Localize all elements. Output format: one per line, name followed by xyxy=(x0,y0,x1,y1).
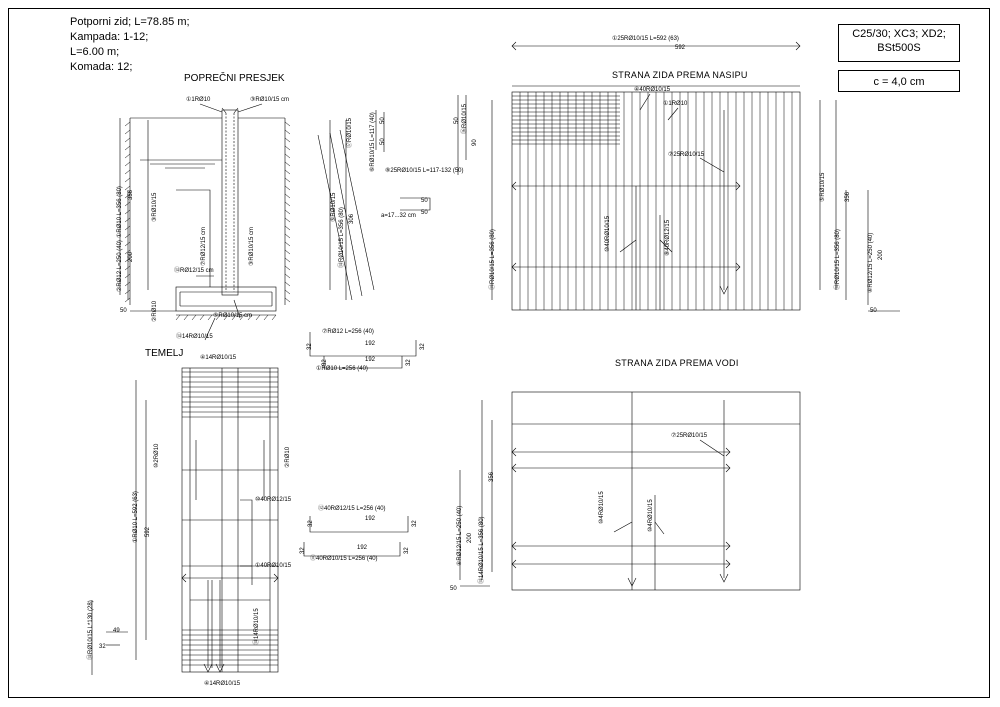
label-we-12: ④RØ12/15 L=250 (40) xyxy=(868,232,874,293)
label-cs-26: ⑯RØ10/15 xyxy=(462,103,468,134)
label-cs-2: ③RØ10/15 cm xyxy=(250,97,290,103)
label-bf-1: ⑫40RØ12/15 L=256 (40) xyxy=(318,506,386,512)
note-line-4: Komada: 12; xyxy=(70,61,133,73)
label-bf-8: 32 xyxy=(404,547,410,554)
label-bf-7: 32 xyxy=(300,547,306,554)
label-fd-9: ⑭14RØ10/15 xyxy=(254,608,260,645)
label-ww-2: ⑩4RØ10/15 xyxy=(599,491,605,524)
label-cs-12: 356 xyxy=(128,189,134,200)
label-cs-18: ⑧25RØ10/15 L=117-132 (50) xyxy=(385,168,464,174)
label-bs-1: ⑦RØ12 L=256 (40) xyxy=(322,329,374,335)
label-cs-16: ⑥RØ10/15 L=117 (40) xyxy=(370,112,376,172)
label-bs-8: 32 xyxy=(406,359,412,366)
label-ww-8: 50 xyxy=(450,586,457,592)
note-line-3: L=6.00 m; xyxy=(70,46,120,58)
label-bs-4: 32 xyxy=(420,343,426,350)
label-we-8: ⑭RØ10/15 L=356 (80) xyxy=(490,229,496,290)
label-bf-4: 32 xyxy=(412,520,418,527)
title-block-material xyxy=(838,24,960,62)
label-cs-21: 50 xyxy=(421,210,428,216)
label-bs-6: ①RØ10 L=256 (40) xyxy=(316,366,368,372)
material-spec: C25/30; XC3; XD2; xyxy=(852,28,946,40)
label-fd-8: 592 xyxy=(145,526,151,537)
note-line-2: Kampada: 1-12; xyxy=(70,31,149,43)
label-cs-17: a=17...32 cm xyxy=(381,213,416,219)
label-cs-6: ②RØ10 xyxy=(152,300,158,322)
label-cs-4: ⑭RØ12/15 cm xyxy=(174,268,214,274)
label-cs-3: ⑤RØ10/15 cm xyxy=(213,313,253,319)
note-line-1: Potporni zid; L=78.85 m; xyxy=(70,16,190,28)
label-fd-7: ①RØ10 L=592 (63) xyxy=(133,491,139,543)
label-cs-10: 200 xyxy=(128,251,134,262)
label-cs-5: ⑭14RØ10/15 xyxy=(176,334,213,340)
label-we-10: 356 xyxy=(845,191,851,202)
label-fd-3: ⑩2RØ10 xyxy=(154,443,160,468)
label-cs-23: 50 xyxy=(380,138,386,145)
label-cs-28: 50 xyxy=(454,117,460,124)
label-cs-24: ⑭RØ10/15 L=356 (80) xyxy=(339,207,345,268)
label-cs-14: ⑤RØ10/15 xyxy=(331,192,337,222)
label-bf-3: 32 xyxy=(308,520,314,527)
label-bs-7: 32 xyxy=(322,359,328,366)
label-cs-22: 50 xyxy=(380,117,386,124)
label-cs-20: 50 xyxy=(421,198,428,204)
label-cs-9: ②RØ12 L=250 (40) xyxy=(117,240,123,292)
label-ww-4: ⑭14RØ10/15 L=356 (80) xyxy=(479,516,485,584)
label-we-9: ⑭RØ10/15 L=356 (80) xyxy=(835,229,841,290)
label-ww-7: 200 xyxy=(467,532,473,543)
view-title-foundation: TEMELJ xyxy=(145,348,184,359)
label-we-5: ⑦25RØ10/15 xyxy=(668,152,705,158)
label-cs-13: ③RØ10/15 xyxy=(152,192,158,222)
label-we-13: 200 xyxy=(878,249,884,260)
cover-spec: c = 4,0 cm xyxy=(873,76,925,88)
label-fd-4: ②RØ10 xyxy=(285,446,291,468)
label-bf-5: 192 xyxy=(357,545,368,551)
label-cs-15: 50 xyxy=(120,308,127,314)
label-cs-8: ③RØ10/15 cm xyxy=(249,226,255,266)
label-we-14: 50 xyxy=(870,308,877,314)
title-block-cover xyxy=(838,70,960,92)
label-we-2: 592 xyxy=(675,45,686,51)
label-ww-6: ④RØ12/15 L=250 (40) xyxy=(457,505,463,566)
label-bs-5: 192 xyxy=(365,357,376,363)
label-we-11: ⑤RØ10/15 xyxy=(820,172,826,202)
label-we-6: ⑩40RØ10/15 xyxy=(605,215,611,252)
label-cs-27: 90 xyxy=(472,139,478,146)
label-fd-5: ⑩40RØ12/15 xyxy=(255,497,292,503)
label-ww-5: 356 xyxy=(489,471,495,482)
label-fd-2: ④14RØ10/15 xyxy=(204,681,241,687)
view-title-wall-embankment: STRANA ZIDA PREMA NASIPU xyxy=(612,70,748,80)
label-fd-12: 32 xyxy=(99,644,106,650)
label-bs-2: 192 xyxy=(365,341,376,347)
label-cs-25: 306 xyxy=(349,213,355,224)
label-ww-3: ⑩4RØ10/15 xyxy=(648,499,654,532)
label-fd-1: ④14RØ10/15 xyxy=(200,355,237,361)
label-we-4: ①1RØ10 xyxy=(663,101,688,107)
steel-spec: BSt500S xyxy=(877,41,921,54)
label-we-7: ⑧40RØ12/15 xyxy=(665,219,671,256)
label-cs-11: ①RØ10 L=356 (80) xyxy=(117,186,123,238)
view-title-wall-water: STRANA ZIDA PREMA VODI xyxy=(615,358,739,368)
label-fd-10: ⑭RØ10/15 L*130 (28) xyxy=(88,600,94,660)
label-we-3: ④40RØ10/15 xyxy=(634,87,671,93)
label-bf-2: 192 xyxy=(365,516,376,522)
label-fd-6: ①40RØ10/15 xyxy=(255,563,292,569)
label-ww-1: ⑦25RØ10/15 xyxy=(671,433,708,439)
view-title-cross-section: POPREČNI PRESJEK xyxy=(184,73,285,84)
label-cs-1: ①1RØ10 xyxy=(186,97,211,103)
label-fd-11: 49 xyxy=(113,628,120,634)
label-cs-19: ⑰RØ10/15 xyxy=(347,117,353,148)
label-bf-6: ⑪40RØ10/15 L=256 (40) xyxy=(310,556,378,562)
label-bs-3: 32 xyxy=(307,343,313,350)
label-cs-7: ⑦RØ12/15 cm xyxy=(201,226,207,266)
label-we-1: ①25RØ10/15 L=592 (63) xyxy=(612,36,679,42)
